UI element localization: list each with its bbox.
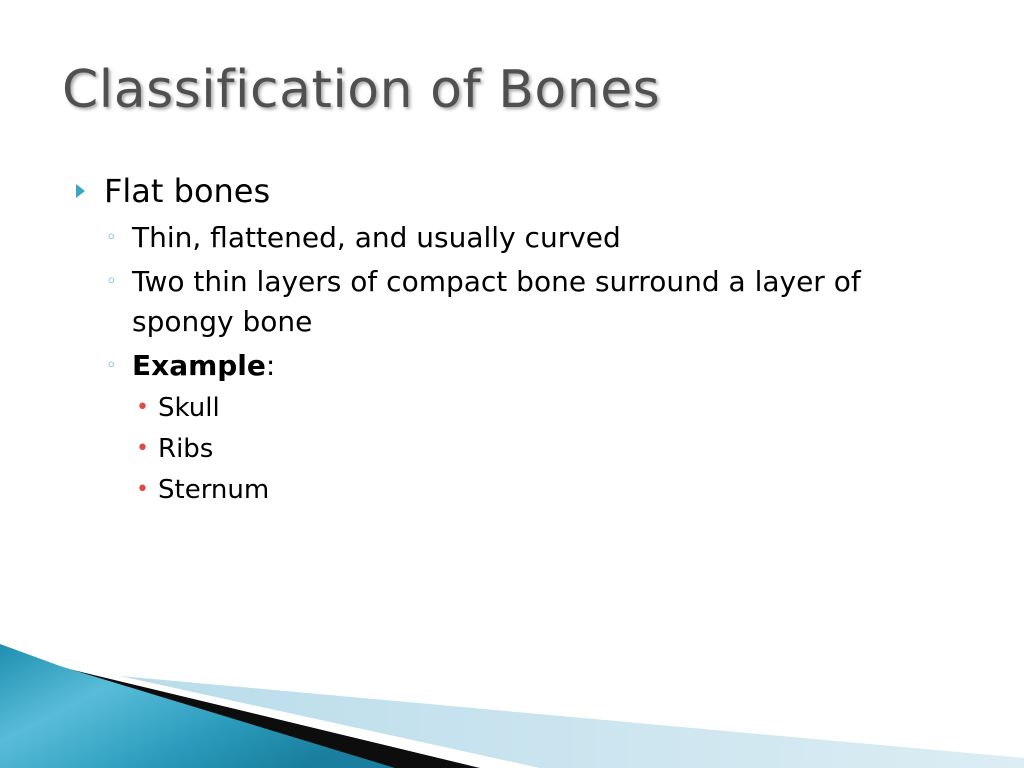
slide-title: Classification of Bones [62, 60, 661, 120]
dot-icon: • [136, 436, 149, 461]
bullet-text: Flat bones [104, 172, 271, 210]
hollow-circle-icon: ◦ [106, 227, 117, 248]
sub-bullet-text: Two thin layers of compact bone surround a layer of spongy bone [132, 265, 861, 338]
example-colon: : [265, 349, 276, 382]
example-text: Sternum [158, 475, 270, 505]
dot-icon: • [136, 477, 149, 502]
hollow-circle-icon: ◦ [106, 271, 117, 292]
example-heading [132, 346, 932, 386]
example-label: Example [132, 349, 266, 382]
triangle-right-icon [76, 184, 85, 198]
sub-bullet-text: Thin, flattened, and usually curved [132, 221, 621, 254]
dot-icon: • [136, 395, 149, 420]
example-text: Skull [158, 393, 220, 423]
decorative-swoosh [0, 640, 1024, 768]
hollow-circle-icon: ◦ [106, 355, 117, 376]
example-text: Ribs [158, 434, 214, 464]
